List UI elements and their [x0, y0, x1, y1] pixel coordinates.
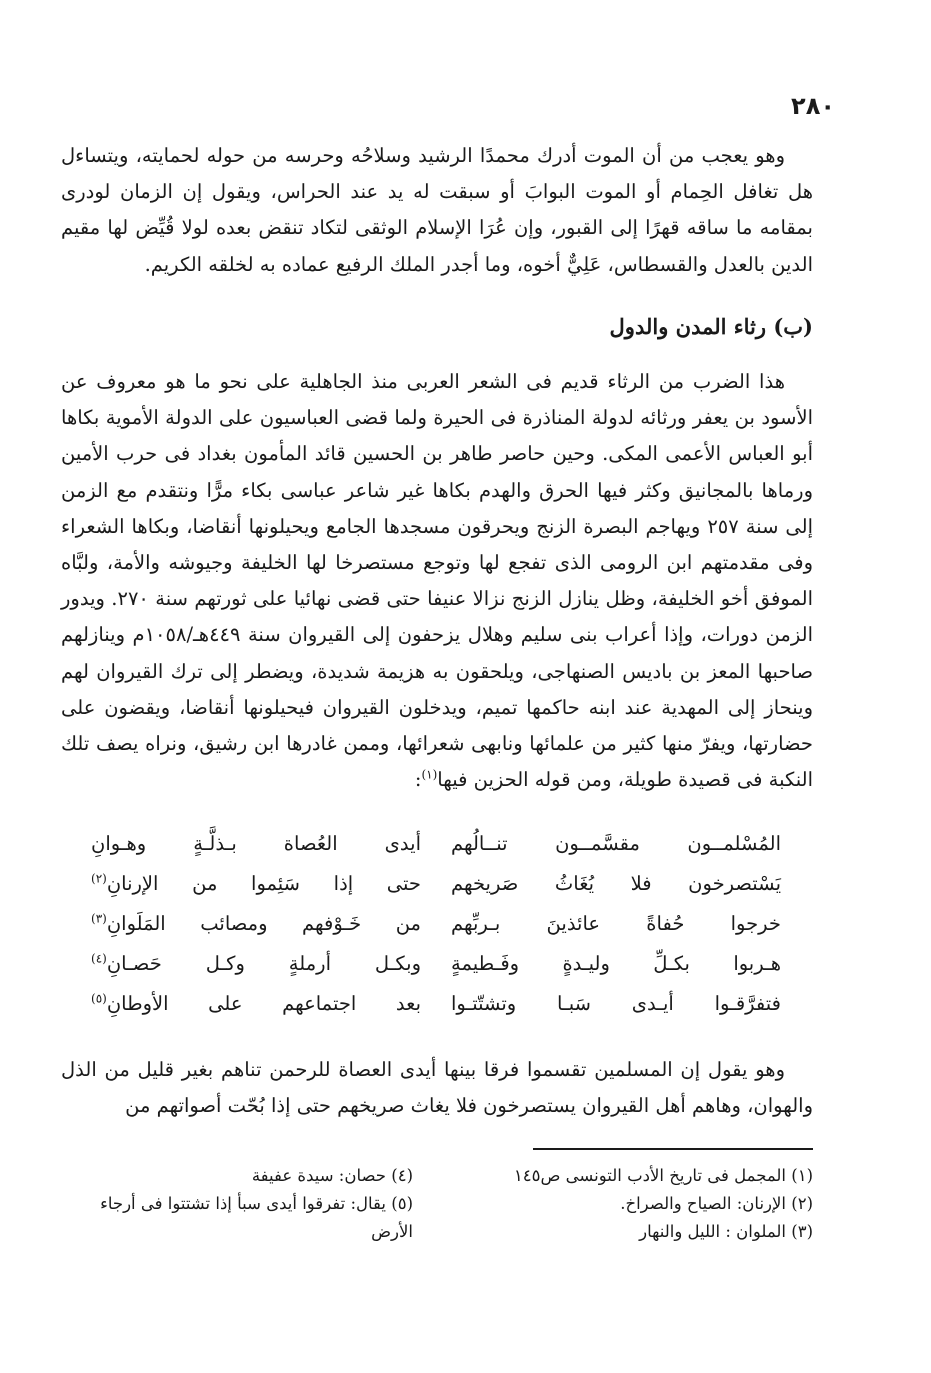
footnotes-left-column [53, 1162, 413, 1246]
footnote-divider [533, 1148, 813, 1150]
body-paragraph-text: هذا الضرب من الرثاء قديم فى الشعر العربى منذ الجاهلية على نحو ما هو معروف عن الأسود بن يعفر ورثائه لدولة المناذرة فى الحيرة ولما قضى العباسيون على الدولة الأموية بكاها أبو العباس الأعمى المكى. وحين حاصر طاهر بن الحسين قائد المأمون بغداد فى حرب الأمين ورماها بالمجانيق وكثر فيها الحرق والهدم بكاها غير شاعر عباسى بكاء مرًّا ونتقدم مع الزمن إلى سنة ٢٥٧ ويهاجم البصرة الزنج ويحرقون مسجدها الجامع ويحيلونها أنقاضا، وبكاها الشعراء وفى مقدمتهم ابن الرومى الذى تفجع لها وتوجع مستصرخا لها الخليفة وجيوشه والأمة، ولبَّاه الموفق أخو الخليفة، وظل ينازل الزنج نزالا عنيفا حتى قضى نهائيا على ثورتهم سنة ٢٧٠. ويدور الزمن دورات، وإذا أعراب بنى سليم وهلال يزحفون إلى القيروان سنة ٤٤٩هـ/١٠٥٨م وينازلهم صاحبها المعز بن باديس الصنهاجى، ويلحقون به هزيمة شديدة، ويضطر إلى ترك القيروان لهم وينحاز إلى المهدية عند ابنه حاكمها تميم، ويدخلون القيروان فيحيلونها أنقاضا، ويقضون على حضارتها، ويفرّ منها كثير من علمائها ونابهى شعرائها، وممن غادرها ابن رشيق، ونراه يصف تلك النكبة فى قصيدة طويلة، ومن قوله الحزين فيها [61, 370, 814, 792]
footnote: (٢) الإرنان: الصياح والصراخ. [620, 1194, 813, 1213]
poem-second-hemistich [91, 904, 421, 944]
body-paragraph-block [61, 364, 813, 798]
poem-footnote-marker: (٤) [91, 951, 107, 966]
poem-second-hemistich [91, 824, 421, 864]
footnote: (٣) الملوان : الليل والنهار [639, 1222, 813, 1241]
intro-paragraph-block [61, 138, 813, 283]
poem-footnote-marker: (٥) [91, 991, 107, 1006]
poem-second-hemistich-text: حتى إذا سَئِموا من الإرنانِ [106, 872, 421, 895]
poem-second-hemistich-text: أيدى العُصاة بـذلَّـةٍ وهـوانِ [91, 832, 421, 855]
footnotes [53, 1162, 813, 1246]
poem-verse [91, 984, 781, 1024]
poem-footnote-marker: (٣) [91, 911, 107, 926]
body-paragraph-tail: : [414, 768, 422, 792]
closing-paragraph: وهو يقول إن المسلمين تقسموا فرقا بينها أيدى العصاة للرحمن تناهم بغير قليل من الذل والهوان، وهاهم أهل القيروان يستصرخون فلا يغاث صريخهم حتى إذا بُحّت أصواتهم من [61, 1058, 813, 1118]
page-number: ٢٨٠ [791, 92, 835, 120]
poem-second-hemistich [91, 864, 421, 904]
footnotes-right-column [453, 1162, 813, 1246]
poem-second-hemistich-text: وبكـل أرملةٍ وكـل حَصـانِ [106, 952, 421, 975]
footnote: (٥) يقال: تفرقوا أيدى سبأ إذا تشتتوا فى أرجاء الأرض [100, 1194, 413, 1241]
poem-first-hemistich: خرجوا حُفاةً عائذينَ بـربِّهم [451, 912, 781, 935]
poem-first-hemistich: هـربوا بكـلِّ وليـدةٍ وفَـطيمةٍ [451, 952, 781, 975]
closing-paragraph-block [61, 1052, 813, 1124]
footnote: (١) المجمل فى تاريخ الأدب التونسى ص١٤٥ [513, 1166, 813, 1185]
poem-second-hemistich [91, 984, 421, 1024]
poem-second-hemistich [91, 944, 421, 984]
poem-verse [91, 864, 781, 904]
poem-second-hemistich-text: بعد اجتماعهم على الأوطانِ [106, 992, 421, 1015]
section-heading: (ب) رثاء المدن والدول [609, 314, 813, 339]
poem-verse [91, 904, 781, 944]
poem-verse [91, 944, 781, 984]
poem-second-hemistich-text: من خَـوْفهم ومصائب المَلَوانِ [106, 912, 421, 935]
body-paragraph [61, 364, 813, 798]
poem-first-hemistich: المُسْلمــون مقسَّمــون تنــالُهم [451, 832, 781, 855]
poem-verse [91, 824, 781, 864]
poem-first-hemistich: يَسْتصرخون فلا يُغَاثُ صَريخهم [451, 872, 781, 895]
poem-first-hemistich: فتفرَّقـوا أيـدى سَبـا وتشتّتـوا [451, 992, 781, 1015]
intro-paragraph: وهو يعجب من أن الموت أدرك محمدًا الرشيد وسلاحُه وحرسه من حوله لحمايته، ويتساءل هل تغافل الحِمام أو الموت البوابَ أو سبقت له يد عند الحراس، ويقول إن الزمان لودرى بمقامه ما ساقه قهرًا إلى القبور، وإن عُرَا الإسلام الوثقى لتكاد تنقض بعده لولا قُيِّض لها مقيم الدين بالعدل والقسطاس، عَلِيٌّ أخوه، وما أجدر الملك الرفيع عماده به لخلقه الكريم. [61, 144, 813, 276]
poem-footnote-marker: (٢) [91, 871, 107, 886]
footnote: (٤) حصان: سيدة عفيفة [251, 1166, 413, 1185]
poem [91, 824, 781, 1024]
footnote-marker-1: (١) [421, 767, 438, 782]
